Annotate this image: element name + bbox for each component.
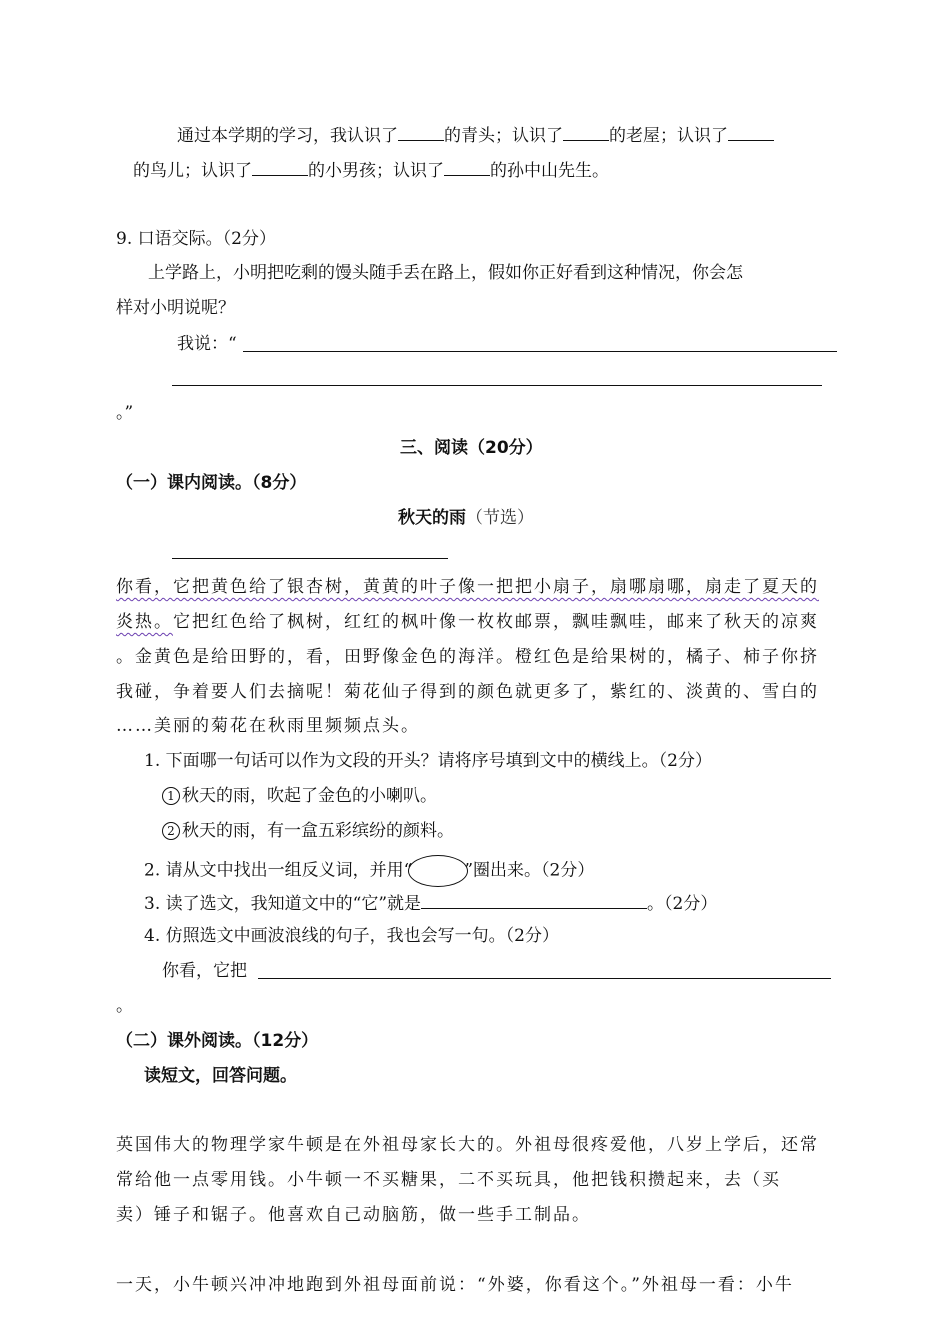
text-segment: 的老屋；认识了 [609, 126, 728, 146]
q1-option-1[interactable] [162, 785, 437, 807]
q4-end: 。 [116, 996, 133, 1016]
answer-line[interactable] [243, 351, 837, 352]
answer-blank[interactable] [563, 122, 609, 141]
text-segment: 的青头；认识了 [444, 126, 563, 146]
wavy-text: 你看，它把黄色给了银杏树，黄黄的叶子像一把把小扇子，扇哪扇哪，扇走了夏天的 [116, 577, 819, 597]
q9-prompt-line-1: 上学路上，小明把吃剩的馒头随手丢在路上，假如你正好看到这种情况，你会怎 [148, 263, 743, 283]
opening-sentence-blank[interactable] [172, 558, 448, 559]
answer-blank[interactable] [728, 122, 774, 141]
question-2 [144, 855, 594, 887]
part2-heading: （二）课外阅读。（12分） [116, 1031, 319, 1051]
text-segment: 。（2分） [647, 894, 718, 914]
answer-blank[interactable] [444, 157, 490, 176]
q1-option-2[interactable] [162, 820, 454, 842]
question-1: 1. 下面哪一句话可以作为文段的开头？请将序号填到文中的横线上。（2分） [144, 751, 712, 771]
wavy-text: 炎热。 [116, 612, 173, 632]
passage-title: 秋天的雨 [398, 508, 466, 528]
passage-title-line [398, 507, 534, 529]
q9-answer-prefix: 我说：“ [177, 334, 237, 354]
story-line-2: 常给他一点零用钱。小牛顿一不买糖果，二不买玩具，他把钱积攒起来，去（买 [116, 1170, 781, 1190]
section-heading: 三、阅读（20分） [400, 438, 543, 458]
passage-line-1 [116, 576, 819, 598]
text-segment: 的小男孩；认识了 [308, 161, 444, 181]
question-4: 4. 仿照选文中画波浪线的句子，我也会写一句。（2分） [144, 926, 559, 946]
answer-blank[interactable] [252, 157, 308, 176]
part2-instruction: 读短文，回答问题。 [144, 1066, 297, 1086]
option-number-circle: 1 [162, 787, 180, 805]
answer-line[interactable] [172, 385, 822, 386]
text-segment: 它把红色给了枫树，红红的枫叶像一枚枚邮票，飘哇飘哇，邮来了秋天的凉爽 [173, 612, 819, 632]
story-line-1: 英国伟大的物理学家牛顿是在外祖母家长大的。外祖母很疼爱他，八岁上学后，还常 [116, 1135, 819, 1155]
story-line-4: 一天，小牛顿兴冲冲地跑到外祖母面前说：“外婆，你看这个。”外祖母一看：小牛 [116, 1275, 794, 1295]
q9-prompt-line-2: 样对小明说呢？ [116, 298, 235, 318]
answer-blank[interactable] [421, 890, 647, 909]
part1-heading: （一）课内阅读。（8分） [116, 473, 307, 493]
fill-in-line-1 [177, 122, 774, 147]
passage-line-3: 。金黄色是给田野的，看，田野像金色的海洋。橙红色是给果树的，橘子、柿子你挤 [116, 647, 819, 667]
answer-line[interactable] [258, 978, 831, 979]
passage-line-4: 我碰，争着要人们去摘呢！菊花仙子得到的颜色就更多了，紫红的、淡黄的、雪白的 [116, 682, 819, 702]
q9-title: 9. 口语交际。（2分） [116, 229, 276, 249]
question-3 [144, 890, 717, 915]
option-text: 秋天的雨，有一盒五彩缤纷的颜料。 [182, 821, 454, 841]
q4-prefix: 你看，它把 [162, 961, 247, 981]
option-number-circle: 2 [162, 822, 180, 840]
passage-note: （节选） [466, 508, 534, 528]
story-line-3: 卖）锤子和锯子。他喜欢自己动脑筋，做一些手工制品。 [116, 1205, 591, 1225]
text-segment: ”圈出来。（2分） [464, 860, 595, 881]
option-text: 秋天的雨，吹起了金色的小喇叭。 [182, 786, 437, 806]
text-segment: 通过本学期的学习，我认识了 [177, 126, 398, 146]
answer-blank[interactable] [398, 122, 444, 141]
q9-closing: 。” [116, 403, 134, 423]
oval-mark-icon [408, 855, 468, 887]
passage-line-2 [116, 611, 819, 633]
text-segment: 3. 读了选文，我知道文中的“它”就是 [144, 894, 422, 914]
passage-line-5: ……美丽的菊花在秋雨里频频点头。 [116, 716, 420, 736]
text-segment: 的孙中山先生。 [490, 161, 609, 181]
fill-in-line-2 [133, 157, 609, 182]
text-segment: 2. 请从文中找出一组反义词，并用“ [144, 860, 413, 881]
text-segment: 的鸟儿；认识了 [133, 161, 252, 181]
